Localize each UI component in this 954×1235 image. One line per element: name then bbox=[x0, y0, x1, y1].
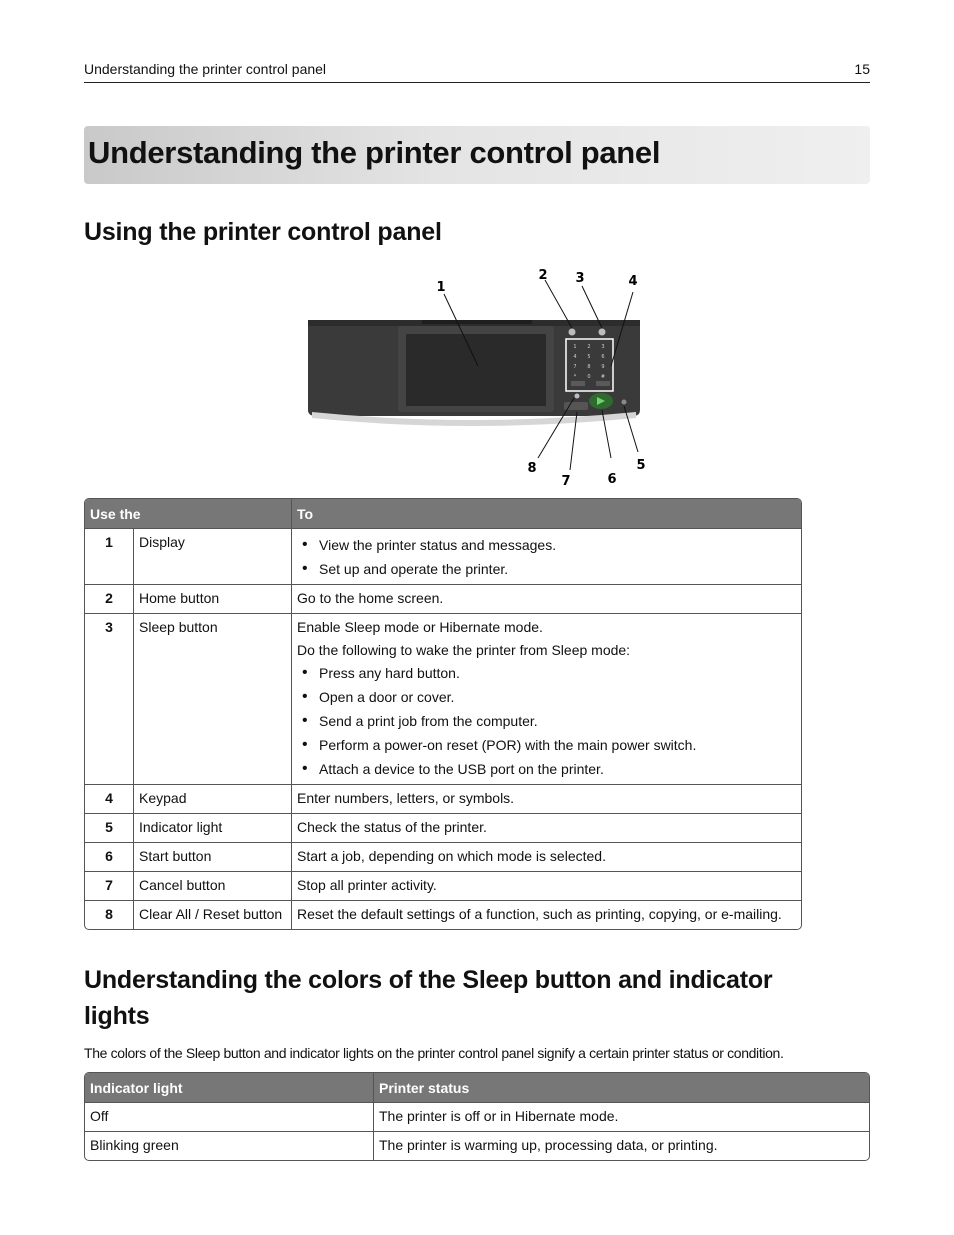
running-header bbox=[84, 60, 870, 83]
row-description: Check the status of the printer. bbox=[291, 813, 801, 842]
table-header-cell: Use the bbox=[85, 499, 291, 528]
callout-label: 7 bbox=[561, 474, 571, 489]
list-item: • Open a door or cover. bbox=[319, 689, 796, 706]
controls-table bbox=[84, 498, 802, 930]
row-number: 1 bbox=[85, 528, 133, 584]
list-item: • View the printer status and messages. bbox=[319, 537, 796, 554]
table-row bbox=[85, 842, 801, 871]
row-control-name: Keypad bbox=[133, 784, 291, 813]
printer-status-cell: The printer is warming up, processing data, or printing. bbox=[373, 1131, 869, 1160]
keypad-key: 3 bbox=[601, 344, 605, 350]
row-description: Reset the default settings of a function, such as printing, copying, or e-mailing. bbox=[291, 900, 801, 929]
chapter-title: Understanding the printer control panel bbox=[88, 135, 661, 170]
keypad-key: # bbox=[600, 374, 606, 380]
row-control-name: Indicator light bbox=[133, 813, 291, 842]
row-description bbox=[291, 528, 801, 584]
keypad-key: * bbox=[573, 374, 577, 380]
keypad-key: 2 bbox=[587, 344, 591, 350]
row-number: 8 bbox=[85, 900, 133, 929]
callout-label: 8 bbox=[527, 461, 537, 476]
table-header-row bbox=[85, 499, 801, 528]
table-row bbox=[85, 613, 801, 784]
row-control-name: Cancel button bbox=[133, 871, 291, 900]
table-header-row bbox=[85, 1073, 869, 1102]
home-button-icon bbox=[569, 329, 576, 336]
keypad-key: 7 bbox=[573, 364, 577, 370]
indicator-light-icon bbox=[622, 400, 627, 405]
keypad-key: 6 bbox=[601, 354, 605, 360]
table-row bbox=[85, 813, 801, 842]
row-number: 5 bbox=[85, 813, 133, 842]
clear-all-button-icon bbox=[575, 394, 580, 399]
keypad-key: 4 bbox=[573, 354, 577, 360]
callout-label: 3 bbox=[575, 271, 585, 286]
row-number: 6 bbox=[85, 842, 133, 871]
table-row bbox=[85, 1131, 869, 1160]
section-title-sleep-colors: Understanding the colors of the Sleep button and indicator lights bbox=[84, 966, 773, 1030]
callout-label: 5 bbox=[636, 458, 646, 473]
list-item: • Press any hard button. bbox=[319, 665, 796, 682]
indicator-light-cell: Blinking green bbox=[85, 1131, 373, 1160]
printer-status-cell: The printer is off or in Hibernate mode. bbox=[373, 1102, 869, 1131]
running-header-title: Understanding the printer control panel bbox=[84, 61, 327, 77]
list-item: • Set up and operate the printer. bbox=[319, 561, 796, 578]
row-number: 7 bbox=[85, 871, 133, 900]
row-description: Stop all printer activity. bbox=[291, 871, 801, 900]
list-item: • Attach a device to the USB port on the printer. bbox=[319, 761, 796, 778]
display-icon bbox=[406, 334, 546, 406]
row-control-name: Sleep button bbox=[133, 613, 291, 784]
control-panel-illustration bbox=[300, 262, 660, 492]
table-header-cell: Indicator light bbox=[85, 1073, 373, 1102]
row-number: 2 bbox=[85, 584, 133, 613]
keypad-key: 1 bbox=[573, 344, 577, 350]
row-number: 3 bbox=[85, 613, 133, 784]
row-description bbox=[291, 613, 801, 784]
callout-label: 2 bbox=[538, 268, 548, 283]
status-table bbox=[84, 1072, 870, 1161]
callout-label: 1 bbox=[436, 280, 446, 295]
callout-label: 6 bbox=[607, 472, 617, 487]
page-number: 15 bbox=[854, 61, 870, 77]
list-item: • Perform a power-on reset (POR) with the main power switch. bbox=[319, 737, 796, 754]
table-header-cell: Printer status bbox=[373, 1073, 869, 1102]
row-number: 4 bbox=[85, 784, 133, 813]
row-control-name: Start button bbox=[133, 842, 291, 871]
table-row bbox=[85, 1102, 869, 1131]
row-control-name: Display bbox=[133, 528, 291, 584]
table-row bbox=[85, 584, 801, 613]
table-header-cell: To bbox=[291, 499, 801, 528]
section-intro: The colors of the Sleep button and indicator lights on the printer control panel signify a certain printer status or condition. bbox=[84, 1045, 784, 1061]
row-description: Start a job, depending on which mode is selected. bbox=[291, 842, 801, 871]
section-title-using-panel: Using the printer control panel bbox=[84, 218, 442, 246]
table-row bbox=[85, 784, 801, 813]
indicator-light-cell: Off bbox=[85, 1102, 373, 1131]
row-description: Go to the home screen. bbox=[291, 584, 801, 613]
description-line: Do the following to wake the printer from Sleep mode: bbox=[297, 642, 631, 658]
callout-label: 4 bbox=[628, 274, 638, 289]
table-row bbox=[85, 528, 801, 584]
keypad-key: 8 bbox=[587, 364, 591, 370]
control-panel-figure bbox=[300, 262, 660, 492]
row-control-name: Home button bbox=[133, 584, 291, 613]
table-row bbox=[85, 900, 801, 929]
row-control-name: Clear All / Reset button bbox=[133, 900, 291, 929]
row-description: Enter numbers, letters, or symbols. bbox=[291, 784, 801, 813]
sleep-button-icon bbox=[599, 329, 606, 336]
table-row bbox=[85, 871, 801, 900]
keypad-key: 9 bbox=[601, 364, 605, 370]
description-line: Enable Sleep mode or Hibernate mode. bbox=[297, 619, 543, 635]
keypad-key: 5 bbox=[587, 354, 591, 360]
keypad-key: 0 bbox=[587, 374, 591, 380]
list-item: • Send a print job from the computer. bbox=[319, 713, 796, 730]
chapter-title-band bbox=[84, 126, 870, 184]
